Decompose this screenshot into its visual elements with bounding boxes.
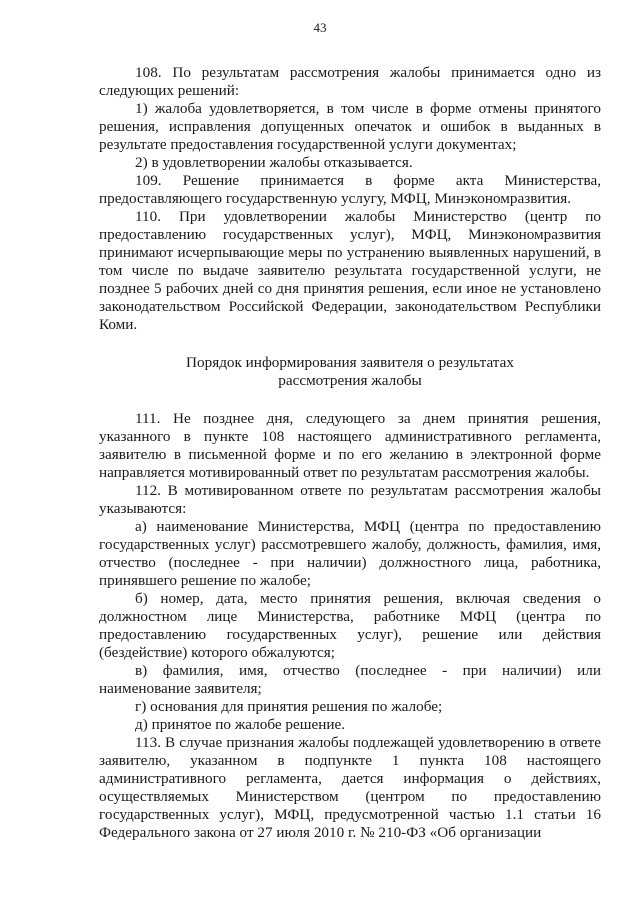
paragraph-112-item-a: а) наименование Министерства, МФЦ (центра по предоставлению государственных услуг) рассмотревшего жалобу, должность, фамилия, имя, отчество (последнее - при наличии) должностного лица, работника, принявшего решение по жалобе; — [99, 518, 601, 589]
page-number: 43 — [313, 20, 327, 35]
paragraph-113: 113. В случае признания жалобы подлежащей удовлетворению в ответе заявителю, указанном в подпункте 1 пункта 108 настоящего административного регламента, дается информация о действиях, осуществляемых Министерством (центром по предоставлению государственных услуг), МФЦ, предусмотренной частью 1.1 статьи 16 Федерального закона от 27 июля 2010 г. № 210-ФЗ «Об организации — [99, 734, 601, 841]
paragraph-108: 108. По результатам рассмотрения жалобы принимается одно из следующих решений: — [99, 64, 601, 99]
section-heading — [99, 354, 601, 390]
paragraph-108-item-2: 2) в удовлетворении жалобы отказывается. — [135, 154, 413, 171]
section-heading-line-2: рассмотрения жалобы — [278, 372, 422, 389]
paragraph-111: 111. Не позднее дня, следующего за днем принятия решения, указанного в пункте 108 настоящего административного регламента, заявителю в письменной форме и по его желанию в электронной форме направляется мотивированный ответ по результатам рассмотрения жалобы. — [99, 410, 601, 481]
paragraph-108-item-1: 1) жалоба удовлетворяется, в том числе в форме отмены принятого решения, исправления допущенных опечаток и ошибок в выданных в результате предоставления государственной услуги документах; — [99, 100, 601, 153]
paragraph-112-item-d: д) принятое по жалобе решение. — [135, 716, 345, 733]
paragraph-112-item-g: г) основания для принятия решения по жалобе; — [135, 698, 443, 715]
paragraph-112-item-b: б) номер, дата, место принятия решения, включая сведения о должностном лице Министерства, работнике МФЦ (центра по предоставлению государственных услуг), решение или действия (бездействие) которого обжалуются; — [99, 590, 601, 661]
paragraph-109: 109. Решение принимается в форме акта Министерства, предоставляющего государственную услугу, МФЦ, Минэкономразвития. — [99, 172, 601, 207]
section-heading-line-1: Порядок информирования заявителя о результатах — [186, 354, 514, 371]
document-body — [99, 64, 601, 842]
paragraph-112: 112. В мотивированном ответе по результатам рассмотрения жалобы указываются: — [99, 482, 601, 517]
paragraph-112-item-v: в) фамилия, имя, отчество (последнее - при наличии) или наименование заявителя; — [99, 662, 601, 697]
paragraph-110: 110. При удовлетворении жалобы Министерство (центр по предоставлению государственных услуг), МФЦ, Минэкономразвития принимают исчерпывающие меры по устранению выявленных нарушений, в том числе по выдаче заявителю результата государственной услуги, не позднее 5 рабочих дней со дня принятия решения, если иное не установлено законодательством Российской Федерации, законодательством Республики Коми. — [99, 208, 601, 333]
